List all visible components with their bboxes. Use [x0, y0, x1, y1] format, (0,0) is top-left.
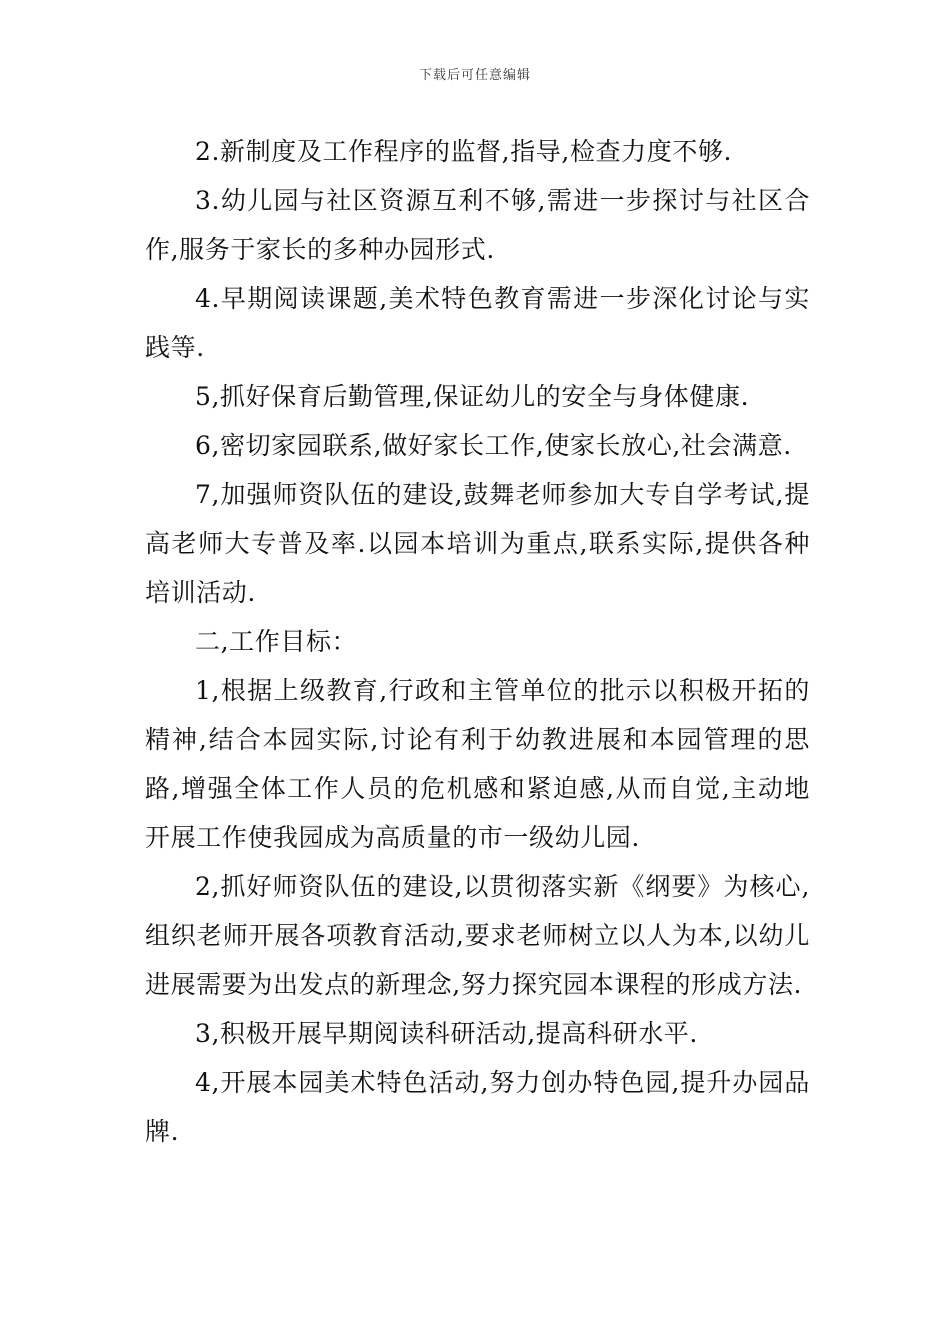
paragraph-item: 3.幼儿园与社区资源互利不够,需进一步探讨与社区合作,服务于家长的多种办园形式. [145, 186, 810, 264]
paragraph-item: 5,抓好保育后勤管理,保证幼儿的安全与身体健康. [195, 382, 750, 411]
paragraph-item: 1,根据上级教育,行政和主管单位的批示以积极开拓的精神,结合本园实际,讨论有利于幼教进展和本园管理的思路,增强全体工作人员的危机感和紧迫感,从而自觉,主动地开展工作使我园成为高质量的市一级幼儿园. [145, 676, 810, 852]
paragraph-item: 4.早期阅读课题,美术特色教育需进一步深化讨论与实践等. [145, 284, 810, 362]
paragraph-item: 2,抓好师资队伍的建设,以贯彻落实新《纲要》为核心,组织老师开展各项教育活动,要求老师树立以人为本,以幼儿进展需要为出发点的新理念,努力探究园本课程的形成方法. [145, 872, 810, 999]
paragraph-item: 4,开展本园美术特色活动,努力创办特色园,提升办园品牌. [145, 1068, 810, 1146]
section-heading: 二,工作目标： [195, 627, 358, 656]
paragraph-item: 7,加强师资队伍的建设,鼓舞老师参加大专自学考试,提高老师大专普及率.以园本培训为重点,联系实际,提供各种培训活动. [145, 480, 810, 607]
document-body [145, 127, 810, 1156]
paragraph-item: 2.新制度及工作程序的监督,指导,检查力度不够. [195, 137, 733, 166]
paragraph-item: 6,密切家园联系,做好家长工作,使家长放心,社会满意. [195, 431, 792, 460]
page-header: 下载后可任意编辑 [418, 68, 531, 83]
paragraph-item: 3,积极开展早期阅读科研活动,提高科研水平. [195, 1019, 698, 1048]
